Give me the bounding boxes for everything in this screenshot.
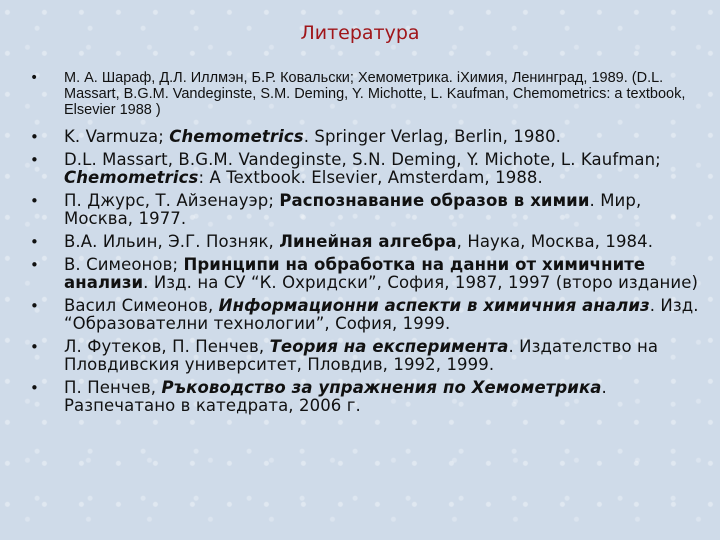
- reference-authors: Васил Симеонов,: [64, 296, 219, 315]
- reference-list: [30, 70, 700, 420]
- reference-item: [30, 338, 700, 374]
- reference-publisher: . Мир, Москва, 1977.: [64, 191, 642, 228]
- reference-authors: K. Varmuza;: [64, 127, 170, 146]
- reference-title: Chemometrics: [169, 127, 304, 146]
- bullet-icon: •: [30, 297, 39, 315]
- reference-title: Информационни аспекти в химичния анализ: [218, 296, 650, 315]
- bullet-icon: •: [30, 233, 39, 251]
- reference-authors: П. Пенчев,: [64, 378, 162, 397]
- reference-item: [30, 233, 700, 251]
- reference-authors: П. Джурс, Т. Айзенауэр;: [64, 191, 280, 210]
- reference-publisher: . Springer Verlag, Berlin, 1980.: [303, 127, 562, 146]
- bullet-icon: •: [30, 379, 39, 397]
- reference-publisher: . Издателство на Пловдивския университет, Пловдив, 1992, 1999.: [64, 337, 659, 374]
- reference-item: [30, 70, 700, 118]
- slide-title: Литература: [300, 22, 420, 44]
- bullet-icon: •: [30, 256, 39, 274]
- reference-title: Ръководство за упражнения по Хемометрика: [161, 378, 602, 397]
- reference-title: Распознавание образов в химии: [279, 191, 590, 210]
- reference-publisher: . Изд. “Образователни технологии”, София, 1999.: [64, 296, 699, 333]
- reference-title: Теория на експеримента: [269, 337, 509, 356]
- reference-authors: D.L. Massart, B.G.M. Vandeginste, S.N. Deming, Y. Michote, L. Kaufman;: [64, 150, 661, 169]
- bullet-icon: •: [30, 128, 39, 146]
- reference-title: Chemometrics: [64, 168, 199, 187]
- reference-authors: В.А. Ильин, Э.Г. Позняк,: [64, 232, 280, 251]
- bullet-icon: •: [30, 192, 39, 210]
- reference-item: [30, 128, 700, 146]
- reference-publisher: : A Textbook. Elsevier, Amsterdam, 1988.: [198, 168, 543, 187]
- reference-title: Принципи на обработка на данни от химичните анализи: [64, 255, 646, 292]
- reference-item: [30, 192, 700, 228]
- bullet-icon: •: [30, 338, 39, 356]
- reference-item: [30, 256, 700, 292]
- reference-item: [30, 379, 700, 415]
- reference-title: Линейная алгебра: [279, 232, 457, 251]
- reference-publisher: , Наука, Москва, 1984.: [456, 232, 654, 251]
- reference-authors: В. Симеонов;: [64, 255, 184, 274]
- reference-item: [30, 297, 700, 333]
- reference-publisher: . Изд. на СУ “К. Охридски”, София, 1987, 1997 (второ издание): [143, 273, 699, 292]
- reference-authors: Л. Футеков, П. Пенчев,: [64, 337, 270, 356]
- reference-publisher: . Разпечатано в катедрата, 2006 г.: [64, 378, 607, 415]
- reference-text: М. А. Шараф, Д.Л. Иллмэн, Б.Р. Ковальски; Хемометрика. іХимия, Ленинград, 1989. (D.L. Massart, B.G.M. Vandeginste, S.M. Deming, Y. Michotte, L. Kaufman, Chemometrics: a textbook, Elsevier 1988 ): [64, 70, 686, 118]
- bullet-icon: •: [30, 151, 39, 169]
- reference-item: [30, 151, 700, 187]
- bullet-icon: •: [30, 70, 39, 86]
